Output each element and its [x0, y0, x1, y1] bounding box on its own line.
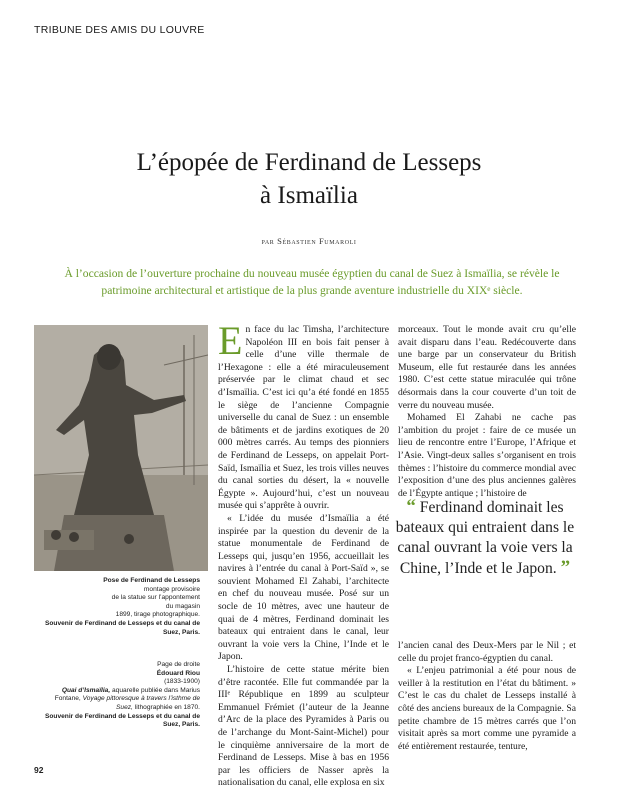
caption-book-title: Voyage pittoresque à travers l’isthme de Suez,	[82, 695, 200, 711]
article-title	[0, 146, 618, 212]
photo-caption	[40, 577, 200, 637]
paragraph: Mohamed El Zahabi ne cache pas l’ambition du projet : faire de ce musée un lieu de rencontre entre l’Europe, l’Afrique et l’Asie. Vingt-deux salles s’organisent en trois thèmes : l’histoire du commerce mondial avec l’exposition d’une des plus anciennes galères de l’Égypte antique ; l’histoire de	[398, 412, 576, 499]
caption-description: aquarelle publiée dans Marius Fontane,	[54, 686, 200, 703]
paragraph: « L’idée du musée d’Ismaïlia a été inspirée par la question du devenir de la statue monumentale de Ferdinand de Lesseps qui, jusqu’en 1956, accueillait les navires à l’entrée du canal à Port-Saïd », se souvient Mohamed El Zahabi, l’architecte en chef du nouveau musée. Posé sur un socle de 10 mètres, avec une hauteur de quai de 4 mètres, Ferdinand dominait les bateaux qui entraient dans le canal, leur ouvrant la voie vers la Chine, l’Inde et le Japon.	[218, 512, 389, 663]
statue-photograph	[34, 325, 208, 571]
caption-title: Pose de Ferdinand de Lesseps	[103, 577, 200, 584]
caption-author: Édouard Riou	[156, 669, 200, 677]
caption-line: montage provisoire	[143, 585, 200, 593]
page-number: 92	[34, 765, 44, 775]
open-quote-mark: “	[406, 496, 416, 517]
paragraph: l’ancien canal des Deux-Mers par le Nil ; et celle du projet franco-égyptien du canal.	[398, 640, 576, 664]
paragraph: morceaux. Tout le monde avait cru qu’elle avait disparu dans l’eau. Redécouverte dans une barge par un conservateur du British Museum, elle fut restaurée dans les années 1980. C’est cette statue miraculée qui trône désormais dans la cour couverte d’un toit de verre du nouveau musée.	[398, 324, 576, 411]
title-line-1: L’épopée de Ferdinand de Lesseps	[136, 149, 482, 176]
close-quote-mark: ”	[560, 557, 571, 578]
paragraph	[218, 318, 389, 513]
text-column-2-bottom	[398, 640, 576, 753]
paragraph: L’histoire de cette statue mérite bien d’être racontée. Elle fut commandée par la IIIᵉ République en 1899 au sculpteur Emmanuel Frémiet (l’auteur de la Jeanne d’Arc de la place des Pyramides à Paris ou de l’archange du Mont-Saint-Michel) pour le cinquième anniversaire de la mort de Ferdinand de Lesseps. Mise à bas en 1956 par les officiers de Nasser après la nationalisation du canal, elle explosa en six	[218, 664, 389, 789]
caption-dates: (1833-1900)	[164, 678, 200, 686]
text-column-2-top	[398, 324, 576, 500]
caption-credit: Souvenir de Ferdinand de Lesseps et du canal de Suez, Paris.	[45, 619, 200, 636]
caption-credit: Souvenir de Ferdinand de Lesseps et du canal de Suez, Paris.	[45, 712, 200, 729]
facing-page-caption	[40, 661, 200, 730]
paragraph: « L’enjeu patrimonial a été pour nous de veiller à la restitution en l’état du bâtiment. » C’est le cas du chalet de Lesseps installé à côté des anciens bureaux de la Compagnie. Sa petite chambre de 15 mètres carrés que l’on visitait après sa mort comme une pyramide a été entièrement restaurée, tenture,	[398, 665, 576, 752]
pull-quote-text: Ferdinand dominait les bateaux qui entraient dans le canal ouvrant la voie vers la Chine, l’Inde et le Japon.	[395, 499, 575, 577]
text-column-1	[218, 318, 389, 790]
caption-line: du magasin	[165, 602, 200, 610]
caption-description: lithographiée en 1870.	[132, 703, 200, 711]
standfirst: À l’occasion de l’ouverture prochaine du nouveau musée égyptien du canal de Suez à Ismaïlia, se révèle le patrimoine architectural et artistique de la plus grande aventure industrielle du XIXᵉ siècle.	[64, 267, 560, 297]
caption-line: 1899, tirage photographique.	[115, 611, 200, 619]
statue-illustration	[34, 325, 208, 571]
byline: par Sébastien Fumaroli	[261, 236, 357, 246]
paragraph-text: n face du lac Timsha, l’architecture Napoléon III en bois fait penser à celle d’une ville thermale de l’Hexagone : elle a été miraculeusement préservée par le climat chaud et sec d’Ismaïlia. C’est ici qu’a été fondé en 1855 le siège de l’ancienne Compagnie universelle du canal de Suez : un ensemble de bâtiments et de jardins exotiques de 20 000 mètres carrés. Au temps des pionniers de Ferdinand de Lesseps, on appelait Port-Saïd, Ismaïlia et Suez, les trois villes neuves du canal sorties du désert, la « nouvelle Égypte ». Aujourd’hui, c’est un nouveau musée qui s’apprête à ouvrir.	[218, 324, 389, 512]
caption-artwork-title: Quai d’Ismaïlia,	[61, 686, 111, 694]
pull-quote	[392, 497, 578, 579]
caption-line: de la statue sur l’appontement	[111, 594, 200, 602]
section-header: TRIBUNE DES AMIS DU LOUVRE	[34, 24, 205, 36]
title-line-2: à Ismaïlia	[260, 182, 358, 209]
drop-cap: E	[218, 318, 243, 363]
caption-reference: Page de droite	[157, 661, 200, 668]
